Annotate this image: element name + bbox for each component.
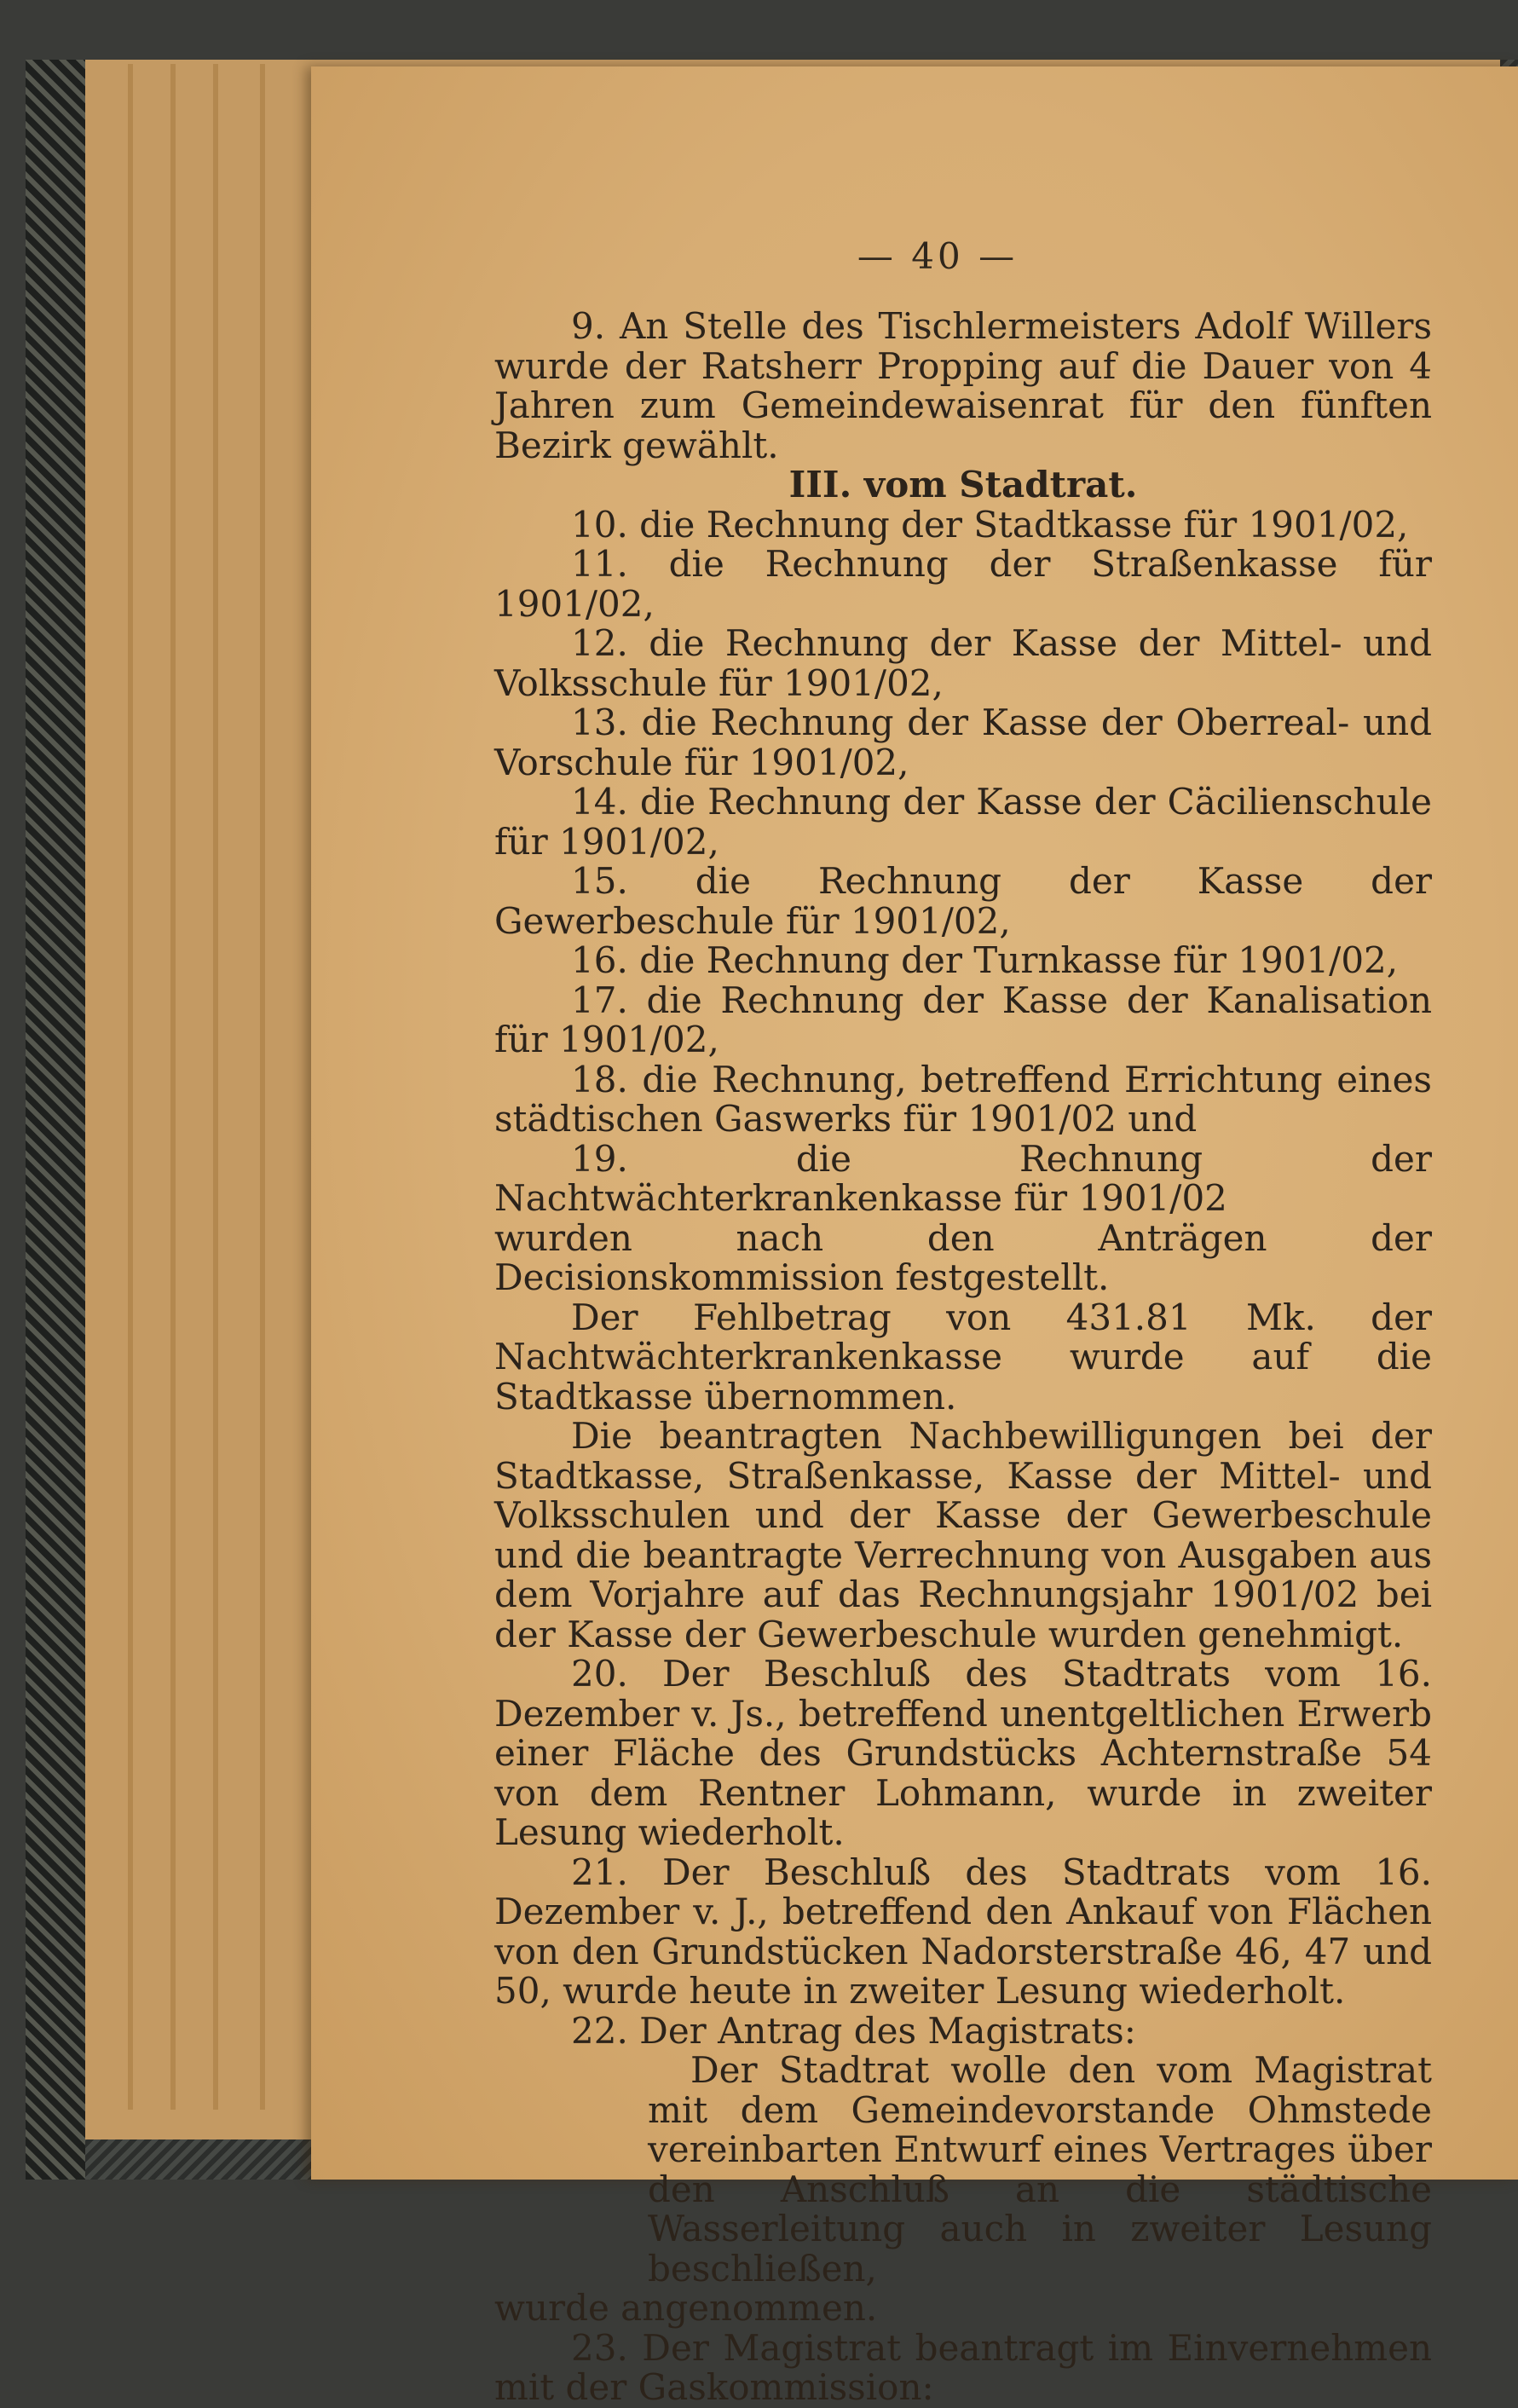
paragraph-20: 20. Der Beschluß des Stadtrats vom 16. Dezember v. Js., betreffend unentgeltlichen Erwerb einer Fläche des Grundstücks Achternstraße 54 von dem Rentner Lohmann, wurde in zweiter Lesung wiederholt. [494,1653,1432,1853]
paragraph-21: 21. Der Beschluß des Stadtrats vom 16. Dezember v. J., betreffend den Ankauf von Flächen von den Grundstücken Nadorsterstraße 46, 47 und 50, wurde heute in zweiter Lesung wiederholt. [494,1851,1432,2012]
paragraph-22-quote: Der Stadtrat wolle den vom Magistrat mit dem Gemeindevorstande Ohmstede vereinbarten Entwurf eines Vertrages über den Anschluß an die städtische Wasserleitung auch in zweiter Lesung beschließen, [648,2049,1432,2290]
paragraph-fehlbetrag: Der Fehlbetrag von 431.81 Mk. der Nachtwächterkrankenkasse wurde auf die Stadtkasse übernommen. [494,1296,1432,1418]
list-item-14: 14. die Rechnung der Kasse der Cäcilienschule für 1901/02, [494,781,1432,863]
list-item-12: 12. die Rechnung der Kasse der Mittel- und Volksschule für 1901/02, [494,622,1432,704]
items-conclusion: wurden nach den Anträgen der Decisionskommission festgestellt. [494,1216,1432,1298]
section-heading: III. vom Stadtrat. [788,464,1138,505]
paragraph-23: 23. Der Magistrat beantragt im Einvernehmen mit der Gaskommission: [494,2326,1432,2408]
list-item-11: 11. die Rechnung der Straßenkasse für 1901/02, [494,543,1432,625]
page-number: — 40 — [857,235,1019,277]
list-item-17: 17. die Rechnung der Kasse der Kanalisation für 1901/02, [494,979,1432,1060]
list-item-13: 13. die Rechnung der Kasse der Oberreal- und Vorschule für 1901/02, [494,702,1432,783]
list-item-15: 15. die Rechnung der Kasse der Gewerbeschule für 1901/02, [494,860,1432,942]
page-edge [170,64,176,2110]
list-item-16: 16. die Rechnung der Turnkasse für 1901/02, [571,939,1399,981]
page-text [494,307,1432,2408]
paragraph-9: 9. An Stelle des Tischlermeisters Adolf Willers wurde der Ratsherr Propping auf die Dauer von 4 Jahren zum Gemeindewaisenrat für den fünften Bezirk gewählt. [494,305,1432,466]
paragraph-22-intro: 22. Der Antrag des Magistrats: [571,2009,1136,2052]
paragraph-nachbewilligungen: Die beantragten Nachbewilligungen bei der Stadtkasse, Straßenkasse, Kasse der Mittel- und Volksschulen und der Kasse der Gewerbeschule und die beantragte Verrechnung von Ausgaben aus dem Vorjahre auf das Rechnungsjahr 1901/02 bei der Kasse der Gewerbeschule wurden genehmigt. [494,1415,1432,1655]
page-edge [128,64,133,2110]
list-item-19: 19. die Rechnung der Nachtwächterkrankenkasse für 1901/02 [494,1137,1432,1219]
list-item-18: 18. die Rechnung, betreffend Errichtung eines städtischen Gaswerks für 1901/02 und [494,1058,1432,1140]
page-edge [213,64,218,2110]
list-item-10: 10. die Rechnung der Stadtkasse für 1901/02, [571,503,1409,546]
book-spine [26,60,85,2180]
paragraph-22-result: wurde angenommen. [494,2287,878,2329]
page-edge [260,64,265,2110]
